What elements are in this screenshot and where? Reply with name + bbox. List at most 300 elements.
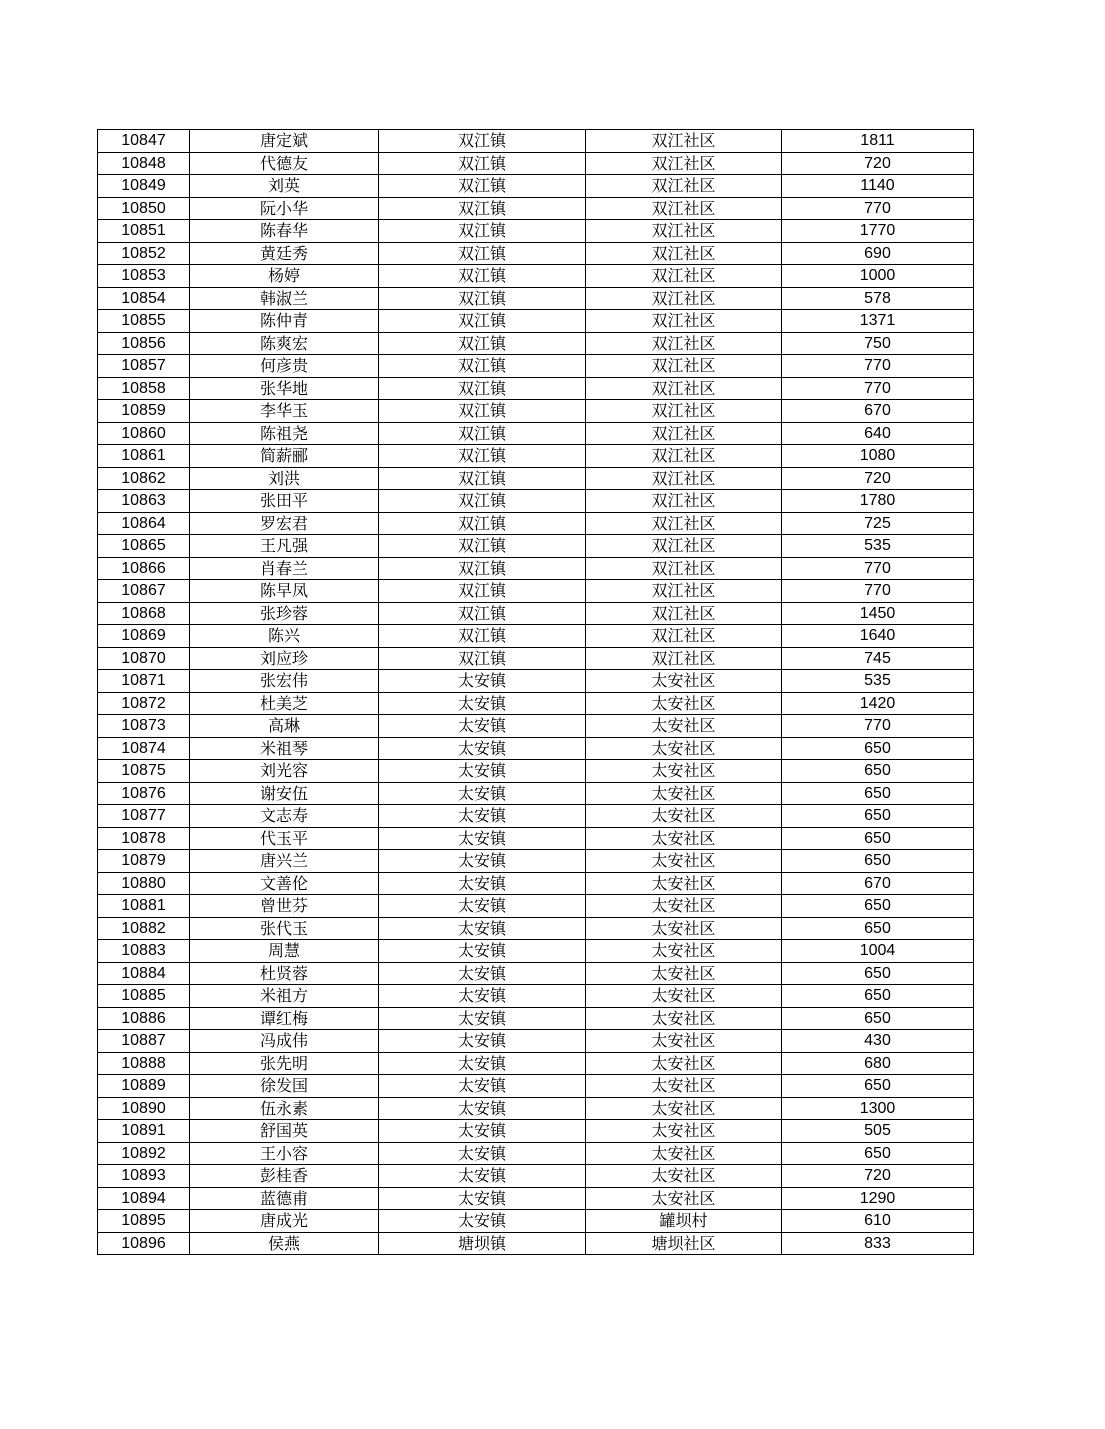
cell-community: 双江社区 [586, 602, 782, 625]
cell-amount: 650 [782, 1142, 974, 1165]
cell-community: 双江社区 [586, 445, 782, 468]
cell-id: 10874 [98, 737, 190, 760]
table-row [98, 1097, 974, 1120]
cell-amount: 1770 [782, 220, 974, 243]
cell-community: 双江社区 [586, 242, 782, 265]
cell-name: 米祖琴 [190, 737, 379, 760]
cell-community: 太安社区 [586, 895, 782, 918]
cell-id: 10889 [98, 1075, 190, 1098]
cell-amount: 1371 [782, 310, 974, 333]
cell-id: 10882 [98, 917, 190, 940]
cell-amount: 650 [782, 1007, 974, 1030]
cell-amount: 650 [782, 1075, 974, 1098]
cell-amount: 535 [782, 535, 974, 558]
cell-community: 双江社区 [586, 625, 782, 648]
cell-community: 塘坝社区 [586, 1232, 782, 1255]
table-row [98, 805, 974, 828]
table-row [98, 490, 974, 513]
cell-id: 10891 [98, 1120, 190, 1143]
cell-id: 10893 [98, 1165, 190, 1188]
cell-amount: 770 [782, 580, 974, 603]
cell-name: 杨婷 [190, 265, 379, 288]
cell-town: 太安镇 [379, 692, 586, 715]
cell-town: 太安镇 [379, 715, 586, 738]
table-row [98, 175, 974, 198]
cell-id: 10859 [98, 400, 190, 423]
cell-name: 陈爽宏 [190, 332, 379, 355]
cell-id: 10876 [98, 782, 190, 805]
cell-id: 10851 [98, 220, 190, 243]
cell-town: 太安镇 [379, 1210, 586, 1233]
cell-town: 双江镇 [379, 332, 586, 355]
cell-community: 太安社区 [586, 962, 782, 985]
table-row [98, 1007, 974, 1030]
cell-community: 太安社区 [586, 850, 782, 873]
cell-community: 双江社区 [586, 557, 782, 580]
cell-amount: 720 [782, 467, 974, 490]
cell-amount: 610 [782, 1210, 974, 1233]
cell-name: 米祖方 [190, 985, 379, 1008]
cell-amount: 770 [782, 355, 974, 378]
cell-community: 双江社区 [586, 400, 782, 423]
table-row [98, 400, 974, 423]
cell-id: 10875 [98, 760, 190, 783]
cell-town: 双江镇 [379, 535, 586, 558]
cell-community: 双江社区 [586, 332, 782, 355]
cell-amount: 650 [782, 917, 974, 940]
cell-community: 太安社区 [586, 917, 782, 940]
cell-town: 双江镇 [379, 265, 586, 288]
cell-community: 双江社区 [586, 467, 782, 490]
cell-community: 双江社区 [586, 647, 782, 670]
cell-community: 太安社区 [586, 1120, 782, 1143]
cell-amount: 833 [782, 1232, 974, 1255]
cell-community: 太安社区 [586, 1030, 782, 1053]
cell-town: 双江镇 [379, 422, 586, 445]
cell-name: 刘光容 [190, 760, 379, 783]
cell-town: 太安镇 [379, 962, 586, 985]
cell-id: 10896 [98, 1232, 190, 1255]
cell-town: 太安镇 [379, 917, 586, 940]
cell-community: 太安社区 [586, 670, 782, 693]
table-row [98, 152, 974, 175]
table-row [98, 130, 974, 153]
cell-name: 陈早凤 [190, 580, 379, 603]
table-row [98, 1210, 974, 1233]
cell-amount: 745 [782, 647, 974, 670]
cell-id: 10854 [98, 287, 190, 310]
cell-amount: 1811 [782, 130, 974, 153]
cell-name: 唐成光 [190, 1210, 379, 1233]
cell-id: 10852 [98, 242, 190, 265]
cell-town: 太安镇 [379, 895, 586, 918]
cell-amount: 650 [782, 962, 974, 985]
cell-community: 双江社区 [586, 490, 782, 513]
cell-name: 陈兴 [190, 625, 379, 648]
table-row [98, 1187, 974, 1210]
cell-amount: 430 [782, 1030, 974, 1053]
table-row [98, 872, 974, 895]
cell-amount: 535 [782, 670, 974, 693]
cell-town: 双江镇 [379, 625, 586, 648]
table-row [98, 715, 974, 738]
cell-id: 10855 [98, 310, 190, 333]
table-row [98, 265, 974, 288]
cell-amount: 680 [782, 1052, 974, 1075]
cell-id: 10860 [98, 422, 190, 445]
cell-community: 双江社区 [586, 422, 782, 445]
cell-community: 太安社区 [586, 985, 782, 1008]
cell-name: 陈春华 [190, 220, 379, 243]
cell-name: 张代玉 [190, 917, 379, 940]
cell-community: 双江社区 [586, 287, 782, 310]
cell-id: 10894 [98, 1187, 190, 1210]
cell-name: 杜美芝 [190, 692, 379, 715]
cell-id: 10892 [98, 1142, 190, 1165]
cell-id: 10879 [98, 850, 190, 873]
table-row [98, 670, 974, 693]
cell-town: 双江镇 [379, 467, 586, 490]
table-row [98, 377, 974, 400]
cell-community: 太安社区 [586, 760, 782, 783]
cell-town: 太安镇 [379, 1030, 586, 1053]
cell-amount: 1080 [782, 445, 974, 468]
table-row [98, 782, 974, 805]
cell-id: 10864 [98, 512, 190, 535]
table-row [98, 467, 974, 490]
cell-name: 彭桂香 [190, 1165, 379, 1188]
table-row [98, 760, 974, 783]
cell-id: 10884 [98, 962, 190, 985]
cell-name: 简薪郦 [190, 445, 379, 468]
cell-amount: 650 [782, 827, 974, 850]
table-row [98, 1075, 974, 1098]
cell-id: 10850 [98, 197, 190, 220]
cell-amount: 1140 [782, 175, 974, 198]
table-row [98, 287, 974, 310]
table-row [98, 512, 974, 535]
table-row [98, 310, 974, 333]
cell-town: 双江镇 [379, 310, 586, 333]
cell-id: 10868 [98, 602, 190, 625]
cell-name: 张先明 [190, 1052, 379, 1075]
cell-id: 10849 [98, 175, 190, 198]
cell-town: 塘坝镇 [379, 1232, 586, 1255]
table-row [98, 692, 974, 715]
cell-amount: 650 [782, 805, 974, 828]
cell-town: 双江镇 [379, 445, 586, 468]
cell-town: 双江镇 [379, 377, 586, 400]
cell-id: 10886 [98, 1007, 190, 1030]
cell-community: 双江社区 [586, 175, 782, 198]
cell-name: 张珍蓉 [190, 602, 379, 625]
table-row [98, 850, 974, 873]
cell-town: 太安镇 [379, 1142, 586, 1165]
cell-name: 冯成伟 [190, 1030, 379, 1053]
cell-amount: 650 [782, 760, 974, 783]
cell-amount: 770 [782, 197, 974, 220]
table-row [98, 1030, 974, 1053]
cell-community: 双江社区 [586, 197, 782, 220]
cell-community: 太安社区 [586, 1142, 782, 1165]
cell-id: 10858 [98, 377, 190, 400]
cell-id: 10869 [98, 625, 190, 648]
cell-town: 双江镇 [379, 512, 586, 535]
cell-amount: 670 [782, 872, 974, 895]
cell-amount: 770 [782, 377, 974, 400]
cell-name: 陈祖尧 [190, 422, 379, 445]
cell-name: 黄廷秀 [190, 242, 379, 265]
cell-name: 曾世芬 [190, 895, 379, 918]
table-body [98, 130, 974, 1255]
cell-community: 太安社区 [586, 1007, 782, 1030]
cell-amount: 650 [782, 985, 974, 1008]
cell-amount: 640 [782, 422, 974, 445]
cell-amount: 650 [782, 850, 974, 873]
cell-town: 太安镇 [379, 985, 586, 1008]
cell-id: 10878 [98, 827, 190, 850]
cell-community: 太安社区 [586, 1187, 782, 1210]
cell-name: 刘洪 [190, 467, 379, 490]
table-row [98, 1120, 974, 1143]
cell-amount: 670 [782, 400, 974, 423]
cell-town: 太安镇 [379, 850, 586, 873]
cell-town: 双江镇 [379, 490, 586, 513]
cell-name: 唐兴兰 [190, 850, 379, 873]
cell-id: 10871 [98, 670, 190, 693]
cell-name: 刘应珍 [190, 647, 379, 670]
cell-amount: 690 [782, 242, 974, 265]
cell-id: 10873 [98, 715, 190, 738]
cell-name: 肖春兰 [190, 557, 379, 580]
cell-community: 双江社区 [586, 152, 782, 175]
cell-town: 双江镇 [379, 580, 586, 603]
table-row [98, 242, 974, 265]
cell-amount: 1290 [782, 1187, 974, 1210]
table-row [98, 895, 974, 918]
cell-id: 10890 [98, 1097, 190, 1120]
table-row [98, 962, 974, 985]
cell-amount: 1004 [782, 940, 974, 963]
cell-name: 杜贤蓉 [190, 962, 379, 985]
cell-name: 舒国英 [190, 1120, 379, 1143]
table-row [98, 1052, 974, 1075]
cell-town: 太安镇 [379, 872, 586, 895]
table-row [98, 737, 974, 760]
cell-community: 太安社区 [586, 1075, 782, 1098]
table-row [98, 422, 974, 445]
cell-town: 太安镇 [379, 782, 586, 805]
cell-id: 10861 [98, 445, 190, 468]
cell-town: 太安镇 [379, 737, 586, 760]
cell-id: 10872 [98, 692, 190, 715]
cell-town: 太安镇 [379, 1075, 586, 1098]
table-row [98, 580, 974, 603]
cell-amount: 770 [782, 557, 974, 580]
cell-name: 王小容 [190, 1142, 379, 1165]
cell-name: 侯燕 [190, 1232, 379, 1255]
table-row [98, 602, 974, 625]
cell-community: 太安社区 [586, 1052, 782, 1075]
table-row [98, 827, 974, 850]
cell-town: 双江镇 [379, 355, 586, 378]
cell-amount: 770 [782, 715, 974, 738]
cell-town: 双江镇 [379, 175, 586, 198]
cell-town: 太安镇 [379, 1052, 586, 1075]
cell-name: 何彦贵 [190, 355, 379, 378]
table-row [98, 557, 974, 580]
table-row [98, 332, 974, 355]
cell-name: 王凡强 [190, 535, 379, 558]
cell-town: 太安镇 [379, 1007, 586, 1030]
cell-id: 10866 [98, 557, 190, 580]
table-row [98, 197, 974, 220]
cell-name: 代玉平 [190, 827, 379, 850]
cell-amount: 505 [782, 1120, 974, 1143]
cell-name: 张田平 [190, 490, 379, 513]
cell-community: 双江社区 [586, 512, 782, 535]
table-row [98, 625, 974, 648]
data-table [97, 129, 974, 1255]
cell-amount: 1450 [782, 602, 974, 625]
cell-amount: 1780 [782, 490, 974, 513]
cell-community: 双江社区 [586, 355, 782, 378]
cell-amount: 1640 [782, 625, 974, 648]
cell-id: 10853 [98, 265, 190, 288]
cell-id: 10857 [98, 355, 190, 378]
cell-amount: 1300 [782, 1097, 974, 1120]
cell-id: 10883 [98, 940, 190, 963]
cell-name: 阮小华 [190, 197, 379, 220]
cell-amount: 650 [782, 895, 974, 918]
cell-id: 10867 [98, 580, 190, 603]
table-row [98, 1232, 974, 1255]
cell-community: 双江社区 [586, 310, 782, 333]
cell-id: 10888 [98, 1052, 190, 1075]
cell-community: 太安社区 [586, 827, 782, 850]
cell-community: 罐坝村 [586, 1210, 782, 1233]
cell-name: 伍永素 [190, 1097, 379, 1120]
cell-town: 双江镇 [379, 152, 586, 175]
cell-community: 太安社区 [586, 715, 782, 738]
cell-name: 代德友 [190, 152, 379, 175]
cell-community: 太安社区 [586, 805, 782, 828]
cell-id: 10863 [98, 490, 190, 513]
cell-name: 周慧 [190, 940, 379, 963]
cell-amount: 650 [782, 737, 974, 760]
cell-community: 双江社区 [586, 535, 782, 558]
cell-town: 太安镇 [379, 1165, 586, 1188]
cell-community: 太安社区 [586, 1097, 782, 1120]
cell-id: 10887 [98, 1030, 190, 1053]
cell-name: 谭红梅 [190, 1007, 379, 1030]
cell-amount: 650 [782, 782, 974, 805]
cell-amount: 750 [782, 332, 974, 355]
cell-town: 太安镇 [379, 670, 586, 693]
cell-id: 10895 [98, 1210, 190, 1233]
cell-name: 陈仲青 [190, 310, 379, 333]
table-row [98, 535, 974, 558]
cell-community: 太安社区 [586, 782, 782, 805]
cell-community: 太安社区 [586, 692, 782, 715]
cell-community: 太安社区 [586, 940, 782, 963]
cell-name: 文善伦 [190, 872, 379, 895]
table-row [98, 917, 974, 940]
cell-amount: 1000 [782, 265, 974, 288]
table-row [98, 355, 974, 378]
cell-id: 10881 [98, 895, 190, 918]
table-row [98, 220, 974, 243]
cell-id: 10848 [98, 152, 190, 175]
cell-name: 高琳 [190, 715, 379, 738]
cell-town: 双江镇 [379, 242, 586, 265]
cell-name: 张宏伟 [190, 670, 379, 693]
cell-community: 太安社区 [586, 1165, 782, 1188]
cell-id: 10880 [98, 872, 190, 895]
cell-community: 太安社区 [586, 737, 782, 760]
cell-name: 李华玉 [190, 400, 379, 423]
cell-town: 双江镇 [379, 557, 586, 580]
cell-id: 10877 [98, 805, 190, 828]
cell-amount: 720 [782, 152, 974, 175]
table-row [98, 940, 974, 963]
cell-id: 10885 [98, 985, 190, 1008]
cell-town: 双江镇 [379, 602, 586, 625]
cell-id: 10856 [98, 332, 190, 355]
cell-amount: 1420 [782, 692, 974, 715]
cell-amount: 720 [782, 1165, 974, 1188]
cell-community: 双江社区 [586, 265, 782, 288]
cell-town: 太安镇 [379, 940, 586, 963]
cell-town: 双江镇 [379, 130, 586, 153]
cell-id: 10870 [98, 647, 190, 670]
cell-name: 刘英 [190, 175, 379, 198]
cell-name: 蓝德甫 [190, 1187, 379, 1210]
cell-town: 双江镇 [379, 400, 586, 423]
cell-town: 双江镇 [379, 197, 586, 220]
cell-name: 唐定斌 [190, 130, 379, 153]
cell-name: 张华地 [190, 377, 379, 400]
cell-id: 10865 [98, 535, 190, 558]
cell-town: 太安镇 [379, 760, 586, 783]
table-row [98, 1142, 974, 1165]
cell-name: 文志寿 [190, 805, 379, 828]
cell-town: 双江镇 [379, 287, 586, 310]
cell-town: 太安镇 [379, 1120, 586, 1143]
cell-community: 双江社区 [586, 220, 782, 243]
cell-community: 双江社区 [586, 377, 782, 400]
cell-amount: 725 [782, 512, 974, 535]
cell-name: 徐发国 [190, 1075, 379, 1098]
cell-town: 太安镇 [379, 1187, 586, 1210]
table-row [98, 445, 974, 468]
cell-amount: 578 [782, 287, 974, 310]
cell-name: 谢安伍 [190, 782, 379, 805]
cell-community: 双江社区 [586, 130, 782, 153]
cell-name: 罗宏君 [190, 512, 379, 535]
cell-town: 太安镇 [379, 1097, 586, 1120]
cell-town: 太安镇 [379, 827, 586, 850]
cell-id: 10862 [98, 467, 190, 490]
table-row [98, 985, 974, 1008]
cell-community: 双江社区 [586, 580, 782, 603]
cell-name: 韩淑兰 [190, 287, 379, 310]
cell-town: 太安镇 [379, 805, 586, 828]
cell-town: 双江镇 [379, 647, 586, 670]
cell-id: 10847 [98, 130, 190, 153]
cell-community: 太安社区 [586, 872, 782, 895]
table-row [98, 1165, 974, 1188]
